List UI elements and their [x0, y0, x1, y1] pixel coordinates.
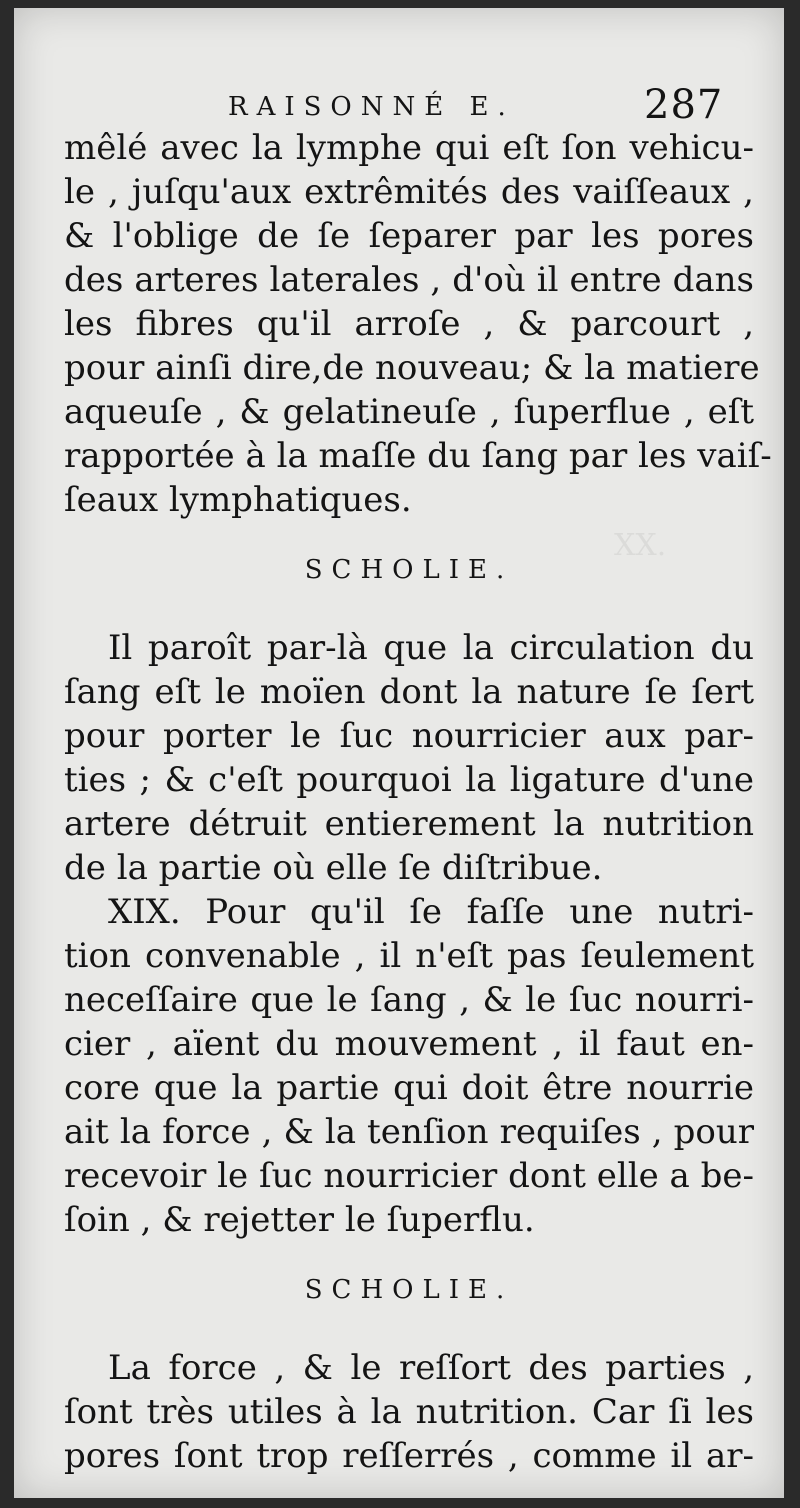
text-line: tion convenable , il n'eſt pas ſeulement [64, 936, 754, 976]
book-page [14, 8, 784, 1498]
page-number: 287 [644, 82, 724, 128]
running-head [14, 82, 784, 132]
text-line: pour porter le ſuc nourricier aux par- [64, 716, 754, 756]
scholie-paragraph [64, 1346, 754, 1478]
text-line: ſont très utiles à la nutrition. Car ſi les [64, 1392, 754, 1432]
text-block [64, 126, 772, 1478]
section-xix-paragraph [64, 890, 754, 1242]
text-line: Il paroît par-là que la circulation du [108, 628, 754, 668]
text-line: XIX. Pour qu'il ſe faſſe une nutri- [108, 892, 754, 932]
text-line: mêlé avec la lymphe qui eſt ſon vehicu- [64, 128, 754, 168]
scholie-heading: SCHOLIE. [304, 1275, 514, 1305]
text-line: ſoin , & rejetter le ſuperflu. [64, 1200, 535, 1240]
text-line: artere détruit entierement la nutrition [64, 804, 754, 844]
running-title: RAISONNÉ E. [228, 92, 515, 122]
scholie-heading: SCHOLIE. [304, 555, 514, 585]
text-line: ſang eſt le moïen dont la nature ſe ſert [64, 672, 754, 712]
text-line: recevoir le ſuc nourricier dont elle a be- [64, 1156, 754, 1196]
text-line: rapportée à la maſſe du ſang par les vaiſ- [64, 436, 772, 476]
text-line: La force , & le reſſort des parties , [108, 1348, 754, 1388]
show-through-text: XX. [614, 528, 667, 563]
text-line: core que la partie qui doit être nourrie [64, 1068, 754, 1108]
text-line: aqueuſe , & gelatineuſe , ſuperflue , eſt [64, 392, 754, 432]
text-line: cier , aïent du mouvement , il faut en- [64, 1024, 754, 1064]
text-line: ait la force , & la tenſion requiſes , pour [64, 1112, 754, 1152]
text-line: neceſſaire que le ſang , & le ſuc nourri- [64, 980, 754, 1020]
text-line: ſeaux lymphatiques. [64, 480, 412, 520]
text-line: le , juſqu'aux extrêmités des vaiſſeaux , [64, 172, 754, 212]
text-line: ties ; & c'eſt pourquoi la ligature d'une [64, 760, 754, 800]
text-line: des arteres laterales , d'où il entre dans [64, 260, 754, 300]
scholie-paragraph [64, 626, 754, 890]
paragraph-continuation [64, 126, 772, 522]
text-line: de la partie où elle ſe diſtribue. [64, 848, 603, 888]
text-line: & l'oblige de ſe ſeparer par les pores [64, 216, 754, 256]
text-line: pour ainſi dire,de nouveau; & la matiere [64, 348, 760, 388]
text-line: les fibres qu'il arroſe , & parcourt , [64, 304, 754, 344]
text-line: pores ſont trop reſſerrés , comme il ar- [64, 1436, 754, 1476]
